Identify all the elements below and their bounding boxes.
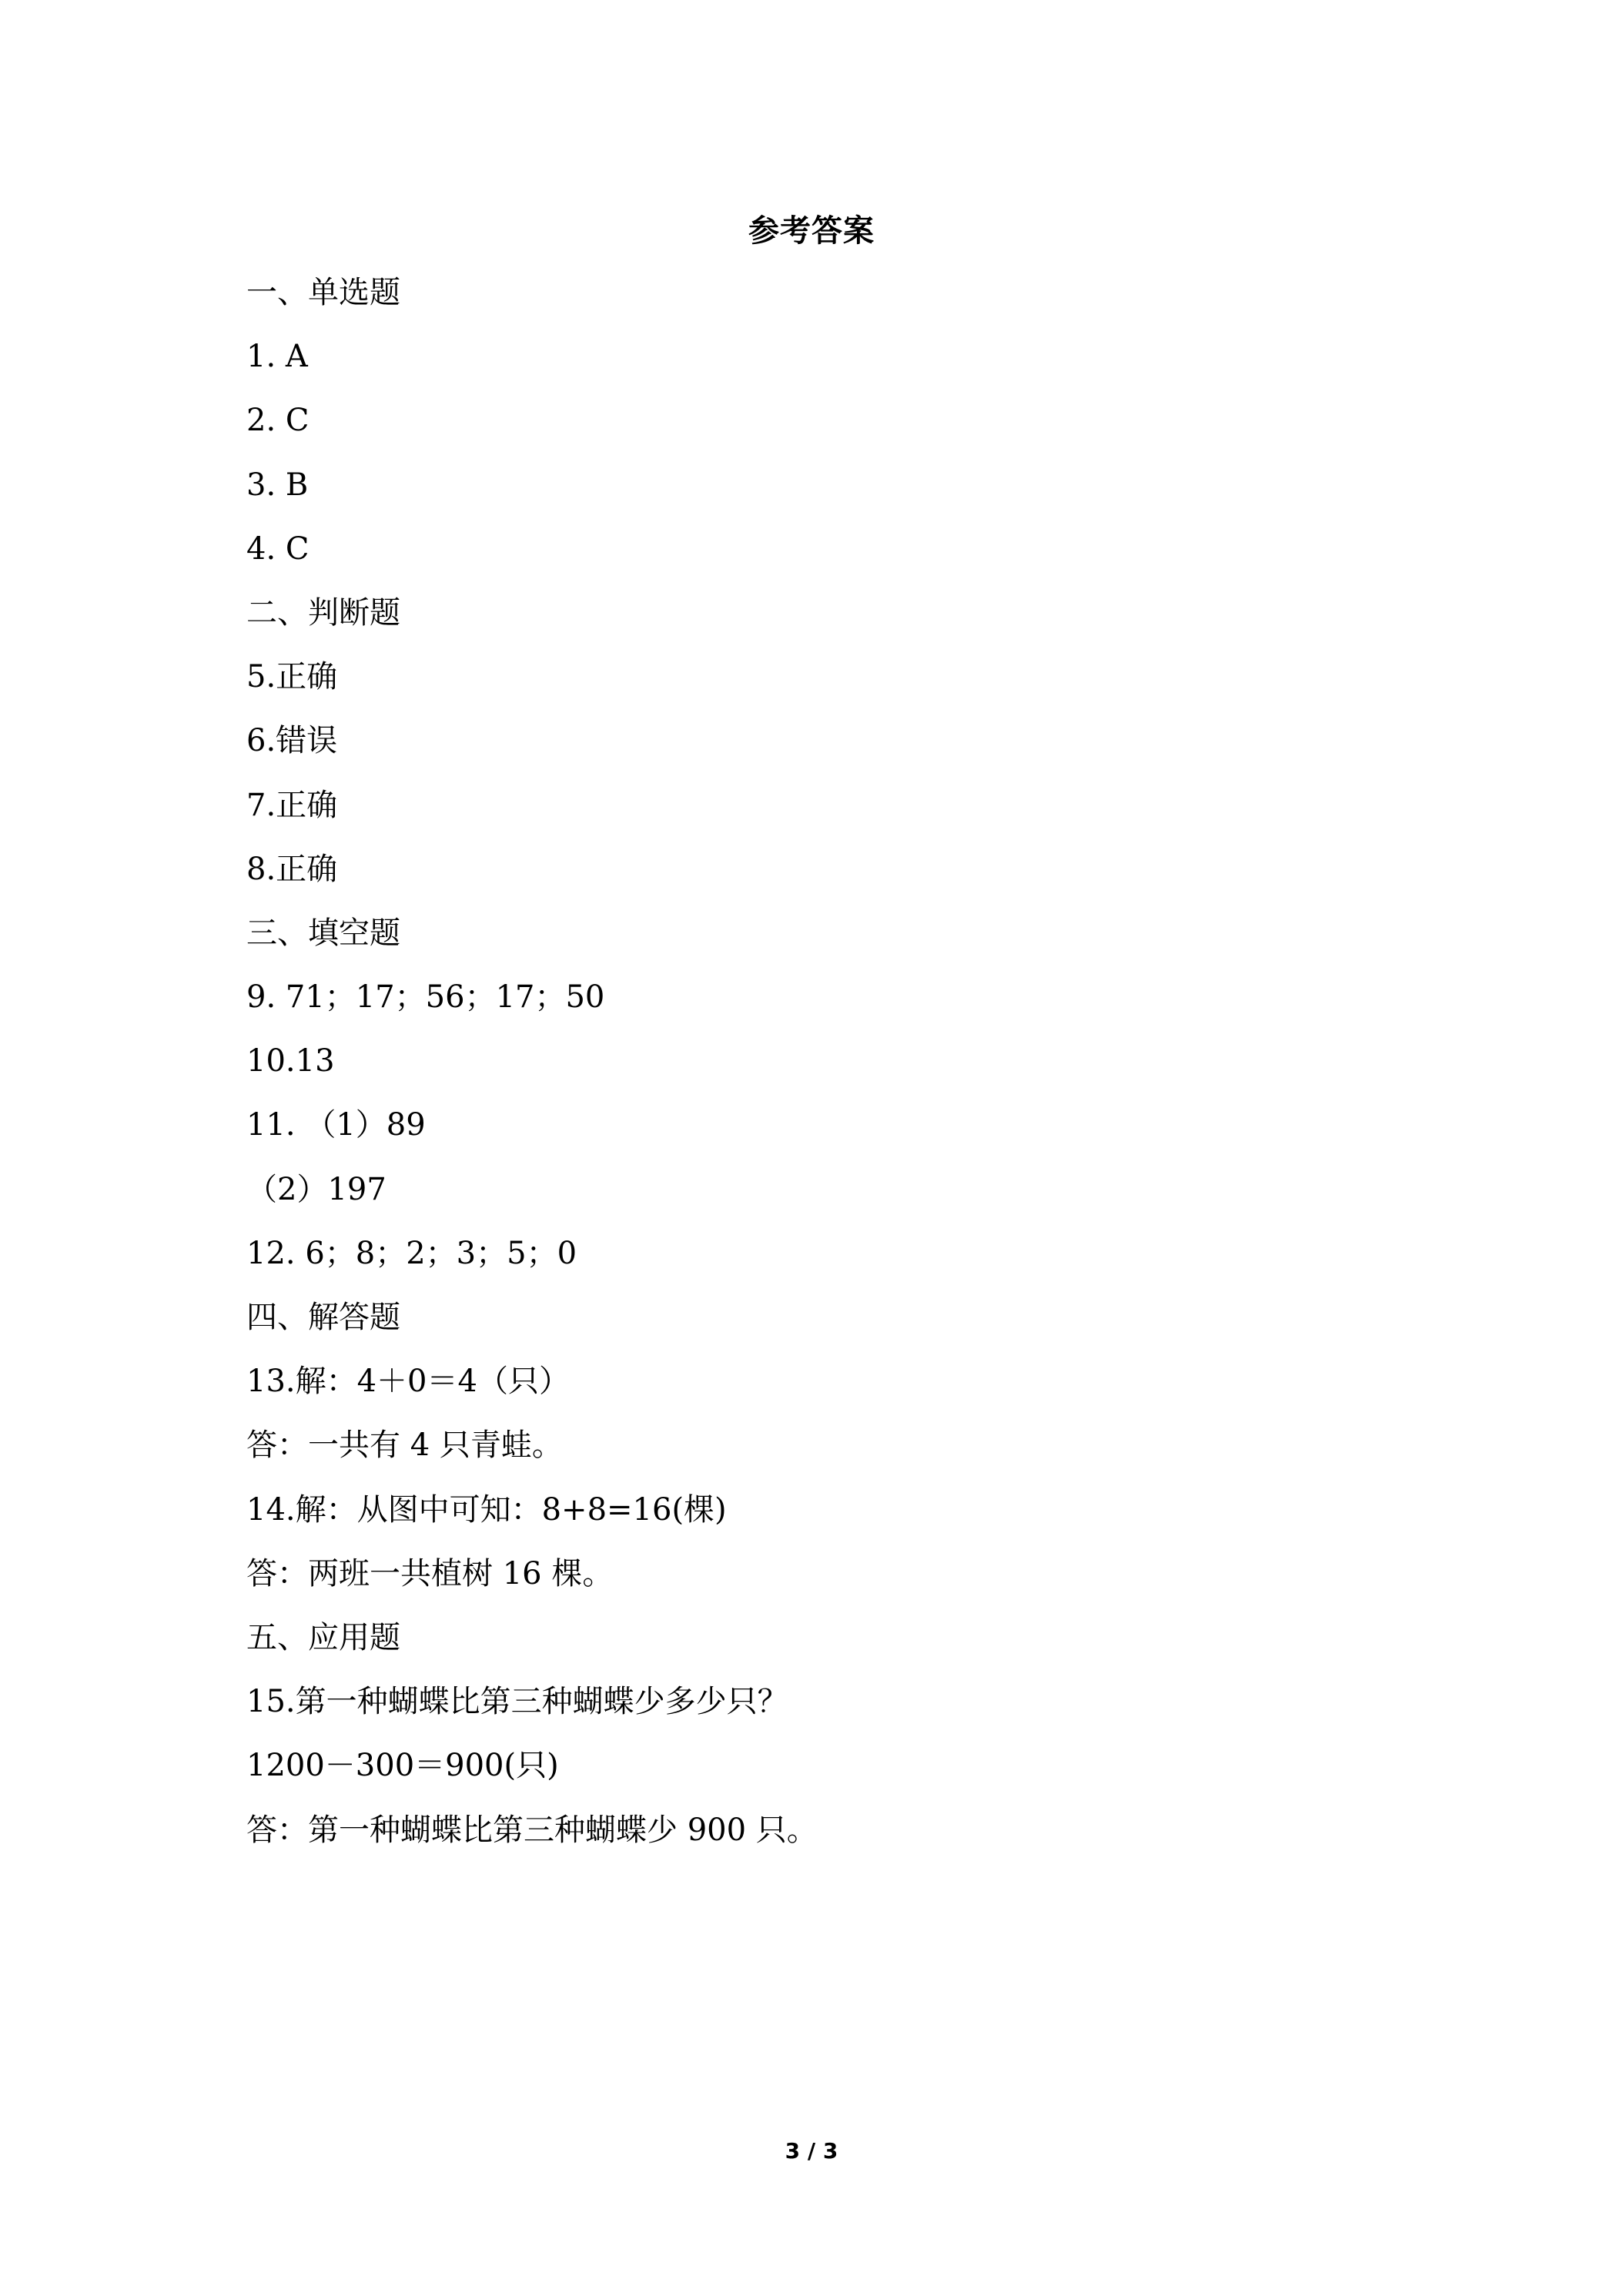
answer-line-14: 14.解：从图中可知：8+8=16(棵) (246, 1491, 727, 1528)
answer-line-15-calc: 1200－300＝900(只) (246, 1748, 559, 1784)
section-heading-5: 五、应用题 (246, 1619, 400, 1655)
answer-line-15-reply: 答：第一种蝴蝶比第三种蝴蝶少 900 只。 (246, 1812, 818, 1848)
answer-line-13-reply: 答：一共有 4 只青蛙。 (246, 1427, 563, 1464)
section-heading-3: 三、填空题 (246, 915, 400, 951)
section-heading-2: 二、判断题 (246, 594, 400, 631)
answer-line-13: 13.解：4＋0＝4（只） (246, 1364, 570, 1400)
section-heading-4: 四、解答题 (246, 1300, 400, 1335)
answer-line-11: 11. （1）89 (246, 1107, 426, 1143)
section-heading-1: 一、单选题 (246, 275, 400, 310)
answer-line-14-reply: 答：两班一共植树 16 棵。 (246, 1555, 614, 1591)
answer-line-3: 3. B (246, 467, 309, 503)
answer-line-10: 10.13 (246, 1043, 335, 1079)
answer-line-9: 9. 71；17；56；17；50 (246, 979, 605, 1016)
page-title: 参考答案 (748, 213, 875, 249)
answer-line-6: 6.错误 (246, 723, 338, 759)
answer-line-15: 15.第一种蝴蝶比第三种蝴蝶少多少只？ (246, 1684, 788, 1720)
answer-line-7: 7.正确 (246, 787, 338, 823)
answer-line-4: 4. C (246, 530, 310, 567)
answer-line-5: 5.正确 (246, 659, 338, 695)
answer-line-12: 12. 6；8；2；3；5；0 (246, 1235, 577, 1271)
answer-line-2: 2. C (246, 403, 310, 439)
page-number: 3 / 3 (785, 2138, 838, 2164)
answer-line-8: 8.正确 (246, 851, 338, 887)
answer-line-11-part-2: （2）197 (246, 1171, 387, 1207)
answer-line-1: 1. A (246, 339, 308, 375)
answer-list (246, 271, 1401, 1873)
